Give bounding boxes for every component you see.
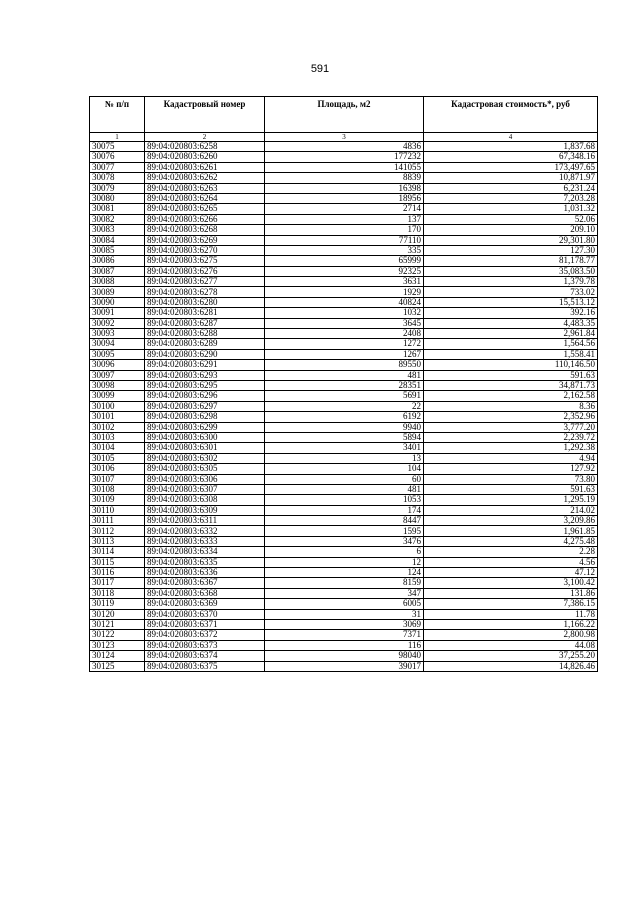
row-index-cell: 30125 [90, 661, 145, 671]
cost-cell: 3,100.42 [424, 578, 598, 588]
cadastral-number-cell: 89:04:020803:6373 [145, 640, 265, 650]
cost-cell: 10,871.97 [424, 173, 598, 183]
table-row [90, 256, 598, 266]
table-row [90, 360, 598, 370]
row-index-cell: 30113 [90, 536, 145, 546]
cost-cell: 3,209.86 [424, 516, 598, 526]
row-index-cell: 30121 [90, 619, 145, 629]
row-index-cell: 30123 [90, 640, 145, 650]
cadastral-number-cell: 89:04:020803:6265 [145, 204, 265, 214]
cost-cell: 3,777.20 [424, 422, 598, 432]
row-index-cell: 30087 [90, 266, 145, 276]
row-index-cell: 30098 [90, 380, 145, 390]
cadastral-number-cell: 89:04:020803:6297 [145, 401, 265, 411]
cost-cell: 1,558.41 [424, 349, 598, 359]
cadastral-number-cell: 89:04:020803:6335 [145, 557, 265, 567]
area-cell: 16398 [265, 183, 424, 193]
cadastral-number-cell: 89:04:020803:6298 [145, 412, 265, 422]
table-row [90, 204, 598, 214]
table-row [90, 266, 598, 276]
row-index-cell: 30093 [90, 329, 145, 339]
row-index-cell: 30079 [90, 183, 145, 193]
table-row [90, 443, 598, 453]
table-row [90, 536, 598, 546]
cost-cell: 392.16 [424, 308, 598, 318]
row-index-cell: 30118 [90, 588, 145, 598]
row-index-cell: 30103 [90, 432, 145, 442]
cost-cell: 2,961.84 [424, 329, 598, 339]
table-body [90, 142, 598, 672]
area-cell: 137 [265, 214, 424, 224]
area-cell: 6005 [265, 599, 424, 609]
cost-cell: 67,348.16 [424, 152, 598, 162]
cadastral-number-cell: 89:04:020803:6368 [145, 588, 265, 598]
row-index-cell: 30124 [90, 651, 145, 661]
area-cell: 5894 [265, 432, 424, 442]
column-number: 1 [90, 133, 145, 142]
cost-cell: 1,295.19 [424, 495, 598, 505]
row-index-cell: 30085 [90, 245, 145, 255]
row-index-cell: 30101 [90, 412, 145, 422]
area-cell: 39017 [265, 661, 424, 671]
cadastral-number-cell: 89:04:020803:6371 [145, 619, 265, 629]
row-index-cell: 30122 [90, 630, 145, 640]
table-row [90, 609, 598, 619]
area-cell: 2408 [265, 329, 424, 339]
cadastral-number-cell: 89:04:020803:6289 [145, 339, 265, 349]
cost-cell: 29,301.80 [424, 235, 598, 245]
area-cell: 481 [265, 484, 424, 494]
cost-cell: 4,483.35 [424, 318, 598, 328]
row-index-cell: 30109 [90, 495, 145, 505]
area-cell: 60 [265, 474, 424, 484]
row-index-cell: 30082 [90, 214, 145, 224]
table-row [90, 214, 598, 224]
cadastral-number-cell: 89:04:020803:6296 [145, 391, 265, 401]
table-row [90, 349, 598, 359]
cost-cell: 733.02 [424, 287, 598, 297]
cost-cell: 37,255.20 [424, 651, 598, 661]
area-cell: 335 [265, 245, 424, 255]
area-cell: 1595 [265, 526, 424, 536]
page-number: 591 [310, 63, 330, 75]
row-index-cell: 30107 [90, 474, 145, 484]
area-cell: 31 [265, 609, 424, 619]
table-row [90, 630, 598, 640]
table-row [90, 568, 598, 578]
area-cell: 3401 [265, 443, 424, 453]
area-cell: 174 [265, 505, 424, 515]
cadastral-number-cell: 89:04:020803:6268 [145, 225, 265, 235]
area-cell: 1267 [265, 349, 424, 359]
table-row [90, 183, 598, 193]
cadastral-number-cell: 89:04:020803:6301 [145, 443, 265, 453]
cadastral-table [89, 96, 598, 672]
table-row [90, 547, 598, 557]
table-row [90, 640, 598, 650]
area-cell: 1929 [265, 287, 424, 297]
cost-cell: 1,031.32 [424, 204, 598, 214]
area-cell: 77110 [265, 235, 424, 245]
area-cell: 481 [265, 370, 424, 380]
table-row [90, 142, 598, 152]
column-number: 3 [265, 133, 424, 142]
area-cell: 18956 [265, 193, 424, 203]
row-index-cell: 30075 [90, 142, 145, 152]
cadastral-number-cell: 89:04:020803:6278 [145, 287, 265, 297]
area-cell: 177232 [265, 152, 424, 162]
cadastral-number-cell: 89:04:020803:6261 [145, 162, 265, 172]
area-cell: 1032 [265, 308, 424, 318]
row-index-cell: 30084 [90, 235, 145, 245]
table-row [90, 505, 598, 515]
area-cell: 92325 [265, 266, 424, 276]
cost-cell: 591.63 [424, 370, 598, 380]
row-index-cell: 30119 [90, 599, 145, 609]
row-index-cell: 30092 [90, 318, 145, 328]
column-number-row [90, 133, 598, 142]
table-row [90, 329, 598, 339]
cadastral-number-cell: 89:04:020803:6270 [145, 245, 265, 255]
row-index-cell: 30091 [90, 308, 145, 318]
area-cell: 8447 [265, 516, 424, 526]
cost-cell: 7,203.28 [424, 193, 598, 203]
row-index-cell: 30104 [90, 443, 145, 453]
cadastral-number-cell: 89:04:020803:6264 [145, 193, 265, 203]
cadastral-number-cell: 89:04:020803:6370 [145, 609, 265, 619]
table-row [90, 453, 598, 463]
row-index-cell: 30089 [90, 287, 145, 297]
area-cell: 347 [265, 588, 424, 598]
row-index-cell: 30096 [90, 360, 145, 370]
cost-cell: 591.63 [424, 484, 598, 494]
area-cell: 5691 [265, 391, 424, 401]
table-row [90, 516, 598, 526]
cadastral-number-cell: 89:04:020803:6367 [145, 578, 265, 588]
row-index-cell: 30110 [90, 505, 145, 515]
header-cadastral-cost: Кадастровая стоимость*, руб [424, 97, 598, 133]
header-index: № п/п [90, 97, 145, 133]
cost-cell: 47.12 [424, 568, 598, 578]
area-cell: 4836 [265, 142, 424, 152]
table-row [90, 474, 598, 484]
cadastral-number-cell: 89:04:020803:6306 [145, 474, 265, 484]
area-cell: 3645 [265, 318, 424, 328]
cost-cell: 209.10 [424, 225, 598, 235]
row-index-cell: 30086 [90, 256, 145, 266]
cadastral-number-cell: 89:04:020803:6311 [145, 516, 265, 526]
area-cell: 89550 [265, 360, 424, 370]
cost-cell: 73.80 [424, 474, 598, 484]
area-cell: 3069 [265, 619, 424, 629]
table-row [90, 464, 598, 474]
cadastral-number-cell: 89:04:020803:6295 [145, 380, 265, 390]
row-index-cell: 30083 [90, 225, 145, 235]
area-cell: 141055 [265, 162, 424, 172]
cost-cell: 110,146.50 [424, 360, 598, 370]
table-row [90, 380, 598, 390]
row-index-cell: 30115 [90, 557, 145, 567]
cost-cell: 11.78 [424, 609, 598, 619]
cadastral-number-cell: 89:04:020803:6288 [145, 329, 265, 339]
area-cell: 3476 [265, 536, 424, 546]
area-cell: 40824 [265, 297, 424, 307]
cadastral-number-cell: 89:04:020803:6262 [145, 173, 265, 183]
row-index-cell: 30114 [90, 547, 145, 557]
cadastral-number-cell: 89:04:020803:6290 [145, 349, 265, 359]
cadastral-number-cell: 89:04:020803:6287 [145, 318, 265, 328]
table-row [90, 287, 598, 297]
row-index-cell: 30100 [90, 401, 145, 411]
table-row [90, 526, 598, 536]
cadastral-number-cell: 89:04:020803:6374 [145, 651, 265, 661]
area-cell: 3631 [265, 277, 424, 287]
table-row [90, 339, 598, 349]
cadastral-number-cell: 89:04:020803:6266 [145, 214, 265, 224]
table-row [90, 578, 598, 588]
area-cell: 1272 [265, 339, 424, 349]
table-row [90, 432, 598, 442]
area-cell: 28351 [265, 380, 424, 390]
cadastral-number-cell: 89:04:020803:6333 [145, 536, 265, 546]
table-row [90, 318, 598, 328]
table-row [90, 557, 598, 567]
row-index-cell: 30097 [90, 370, 145, 380]
cadastral-number-cell: 89:04:020803:6291 [145, 360, 265, 370]
cost-cell: 1,379.78 [424, 277, 598, 287]
row-index-cell: 30090 [90, 297, 145, 307]
cadastral-number-cell: 89:04:020803:6372 [145, 630, 265, 640]
table-row [90, 235, 598, 245]
row-index-cell: 30076 [90, 152, 145, 162]
table-row [90, 245, 598, 255]
area-cell: 2714 [265, 204, 424, 214]
cadastral-number-cell: 89:04:020803:6258 [145, 142, 265, 152]
table-row [90, 297, 598, 307]
area-cell: 170 [265, 225, 424, 235]
row-index-cell: 30099 [90, 391, 145, 401]
cadastral-number-cell: 89:04:020803:6300 [145, 432, 265, 442]
cadastral-number-cell: 89:04:020803:6305 [145, 464, 265, 474]
cost-cell: 214.02 [424, 505, 598, 515]
cadastral-number-cell: 89:04:020803:6299 [145, 422, 265, 432]
cadastral-number-cell: 89:04:020803:6336 [145, 568, 265, 578]
cost-cell: 2,352.96 [424, 412, 598, 422]
cost-cell: 127.30 [424, 245, 598, 255]
row-index-cell: 30111 [90, 516, 145, 526]
cadastral-number-cell: 89:04:020803:6277 [145, 277, 265, 287]
cost-cell: 8.36 [424, 401, 598, 411]
cadastral-number-cell: 89:04:020803:6263 [145, 183, 265, 193]
row-index-cell: 30105 [90, 453, 145, 463]
cadastral-number-cell: 89:04:020803:6281 [145, 308, 265, 318]
cost-cell: 14,826.46 [424, 661, 598, 671]
row-index-cell: 30080 [90, 193, 145, 203]
cost-cell: 173,497.65 [424, 162, 598, 172]
area-cell: 12 [265, 557, 424, 567]
table-row [90, 495, 598, 505]
header-cadastral-number: Кадастровый номер [145, 97, 265, 133]
cost-cell: 81,178.77 [424, 256, 598, 266]
area-cell: 6192 [265, 412, 424, 422]
row-index-cell: 30081 [90, 204, 145, 214]
cost-cell: 2,800.98 [424, 630, 598, 640]
table-row [90, 484, 598, 494]
table-row [90, 619, 598, 629]
table-row [90, 225, 598, 235]
cost-cell: 4.56 [424, 557, 598, 567]
table-row [90, 651, 598, 661]
cadastral-number-cell: 89:04:020803:6275 [145, 256, 265, 266]
cost-cell: 7,386.15 [424, 599, 598, 609]
cadastral-number-cell: 89:04:020803:6309 [145, 505, 265, 515]
area-cell: 65999 [265, 256, 424, 266]
cost-cell: 34,871.73 [424, 380, 598, 390]
area-cell: 116 [265, 640, 424, 650]
cadastral-number-cell: 89:04:020803:6302 [145, 453, 265, 463]
table-row [90, 412, 598, 422]
area-cell: 1053 [265, 495, 424, 505]
area-cell: 8839 [265, 173, 424, 183]
table-row [90, 308, 598, 318]
row-index-cell: 30102 [90, 422, 145, 432]
cost-cell: 2,239.72 [424, 432, 598, 442]
column-number: 4 [424, 133, 598, 142]
row-index-cell: 30120 [90, 609, 145, 619]
cadastral-number-cell: 89:04:020803:6375 [145, 661, 265, 671]
row-index-cell: 30088 [90, 277, 145, 287]
cadastral-number-cell: 89:04:020803:6293 [145, 370, 265, 380]
cost-cell: 127.92 [424, 464, 598, 474]
table-row [90, 193, 598, 203]
row-index-cell: 30116 [90, 568, 145, 578]
cadastral-number-cell: 89:04:020803:6334 [145, 547, 265, 557]
area-cell: 104 [265, 464, 424, 474]
cost-cell: 35,083.50 [424, 266, 598, 276]
row-index-cell: 30095 [90, 349, 145, 359]
area-cell: 124 [265, 568, 424, 578]
cost-cell: 2.28 [424, 547, 598, 557]
header-area: Площадь, м2 [265, 97, 424, 133]
row-index-cell: 30112 [90, 526, 145, 536]
table-header-row [90, 97, 598, 133]
table-row [90, 599, 598, 609]
row-index-cell: 30106 [90, 464, 145, 474]
row-index-cell: 30077 [90, 162, 145, 172]
row-index-cell: 30094 [90, 339, 145, 349]
area-cell: 98040 [265, 651, 424, 661]
area-cell: 22 [265, 401, 424, 411]
cadastral-number-cell: 89:04:020803:6280 [145, 297, 265, 307]
row-index-cell: 30108 [90, 484, 145, 494]
cost-cell: 2,162.58 [424, 391, 598, 401]
cost-cell: 52.06 [424, 214, 598, 224]
cost-cell: 1,961.85 [424, 526, 598, 536]
cost-cell: 131.86 [424, 588, 598, 598]
cadastral-number-cell: 89:04:020803:6276 [145, 266, 265, 276]
cost-cell: 4,275.48 [424, 536, 598, 546]
area-cell: 8159 [265, 578, 424, 588]
cost-cell: 4.94 [424, 453, 598, 463]
table-row [90, 152, 598, 162]
table-row [90, 391, 598, 401]
row-index-cell: 30078 [90, 173, 145, 183]
row-index-cell: 30117 [90, 578, 145, 588]
cadastral-number-cell: 89:04:020803:6308 [145, 495, 265, 505]
table-row [90, 173, 598, 183]
cost-cell: 1,564.56 [424, 339, 598, 349]
column-number: 2 [145, 133, 265, 142]
table-row [90, 422, 598, 432]
cadastral-number-cell: 89:04:020803:6307 [145, 484, 265, 494]
table-row [90, 401, 598, 411]
cost-cell: 15,513.12 [424, 297, 598, 307]
cadastral-number-cell: 89:04:020803:6260 [145, 152, 265, 162]
cost-cell: 1,837.68 [424, 142, 598, 152]
cadastral-number-cell: 89:04:020803:6369 [145, 599, 265, 609]
area-cell: 6 [265, 547, 424, 557]
cadastral-number-cell: 89:04:020803:6269 [145, 235, 265, 245]
table-row [90, 370, 598, 380]
area-cell: 13 [265, 453, 424, 463]
table-row [90, 162, 598, 172]
table-row [90, 588, 598, 598]
cost-cell: 1,166.22 [424, 619, 598, 629]
table-row [90, 277, 598, 287]
area-cell: 7371 [265, 630, 424, 640]
cost-cell: 44.08 [424, 640, 598, 650]
cost-cell: 6,231.24 [424, 183, 598, 193]
cadastral-number-cell: 89:04:020803:6332 [145, 526, 265, 536]
area-cell: 9940 [265, 422, 424, 432]
cost-cell: 1,292.38 [424, 443, 598, 453]
table-row [90, 661, 598, 671]
